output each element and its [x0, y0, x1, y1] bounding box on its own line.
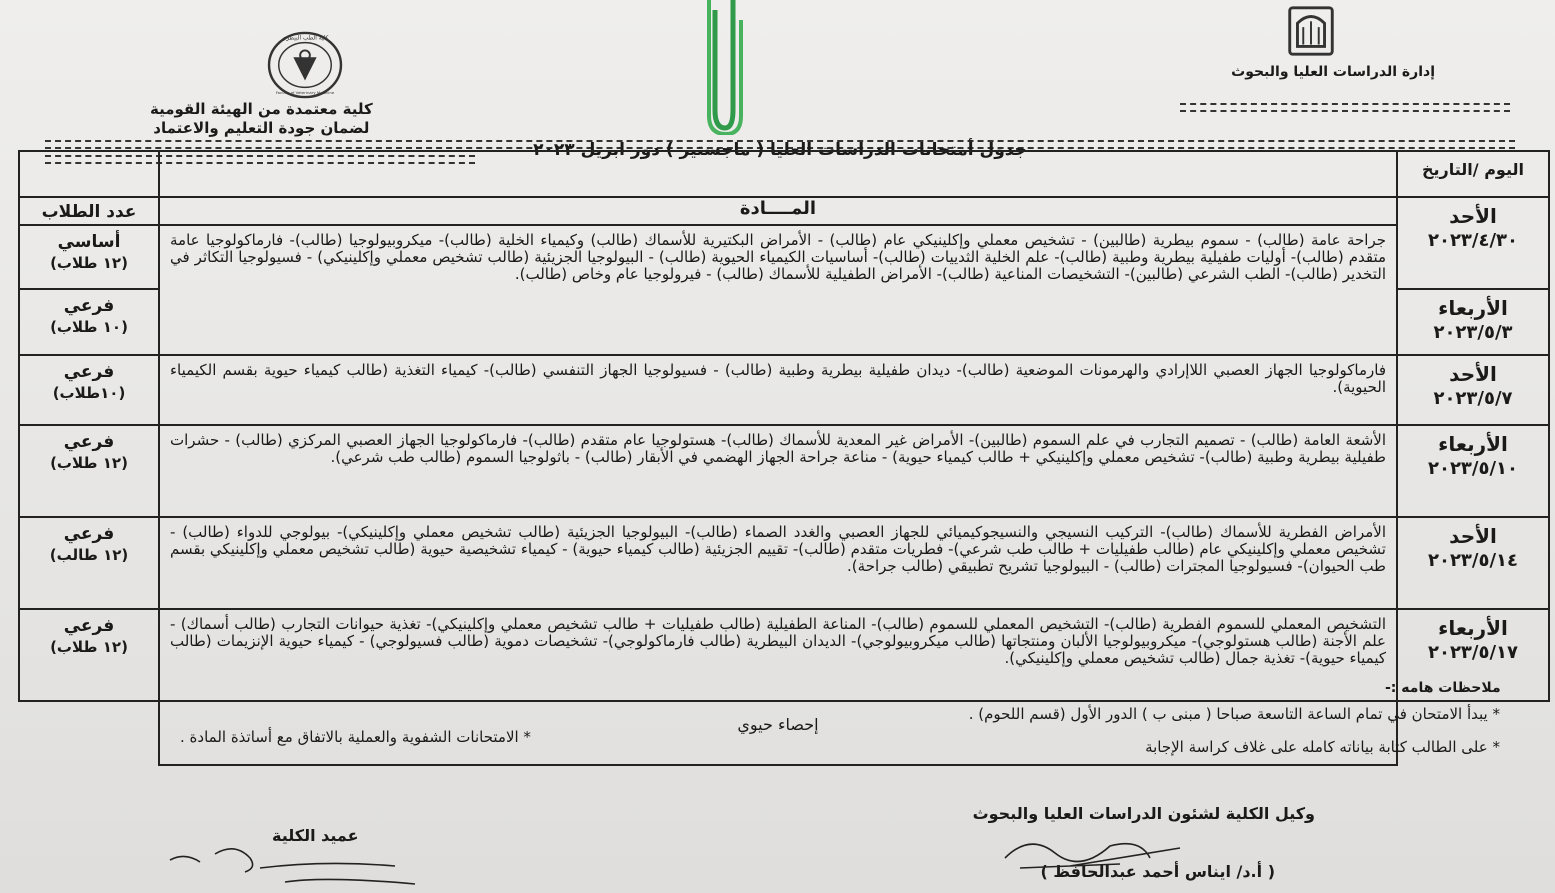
page-title: جدول أمتحانات الدراسات العليا ( ماجستير ) دور ابريل ٢٠٢٣: [533, 140, 1027, 160]
day-date: ٢٠٢٣/٤/٣٠: [1427, 230, 1519, 251]
count-cell: [19, 425, 159, 517]
count-type: فرعي: [63, 296, 115, 316]
header-count-spacer: [19, 151, 159, 197]
day-name: الأحد: [1449, 362, 1497, 386]
subject-cell: الأشعة العامة (طالب) - تصميم التجارب في علم السموم (طالبين)- الأمراض غير المعدية للأسماك (طالب)- هستولوجيا عام متقدم (طالب)- فارماكولوجيا الجهاز العصبي المركزي (طالب) - حشرات طفيلية بيطرية وطبية (طالب)- تشخيص معملي وإكلينيكي + طالب كيمياء حيوية) - مناعة جراحة الجهاز الهضمي في الأبقار (طالب) - باثولوجيا السموم (طالب طب شرعي).: [159, 425, 1397, 517]
table-subheader-row: [19, 197, 1549, 225]
subject-cell: التشخيص المعملي للسموم الفطرية (طالب)- التشخيص المعملي للسموم (طالب)- المناعة الطفيلية (طالب طفيليات + طالب تشخيص معملي وإكلينيكي)- تغذية حيوانات التجارب (طالب أسماك) - علم الأجنة (طالب هستولوجي)- ميكروبيولوجيا الألبان ومنتجاتها (طالب ميكروبيولوجي)- الديدان البيطرية (طالب فارماكولوجي)- تشخيصات دموية (طالب فسيولوجي) - كيمياء حيوية الإنزيمات (طالب كيمياء حيوية)- تغذية جمال (طالب تشخيص معملي وإكلينيكي).: [159, 609, 1397, 701]
day-date: ٢٠٢٣/٥/١٤: [1427, 550, 1519, 571]
count-type: فرعي: [63, 362, 115, 382]
count-cell: [19, 517, 159, 609]
day-cell: [1397, 517, 1549, 609]
college-line2: لضمان جودة التعليم والاعتماد: [153, 119, 370, 137]
dean-signature: [165, 838, 425, 890]
day-name: الأربعاء: [1438, 296, 1508, 320]
header-day: اليوم /التاريخ: [1397, 151, 1549, 197]
count-type: أساسي: [57, 232, 121, 252]
count-number: (١٢ طلاب): [50, 454, 128, 472]
day-cell: [1397, 289, 1549, 355]
count-cell-empty: [19, 701, 159, 765]
count-type: فرعي: [63, 432, 115, 452]
subject-cell: الأمراض الفطرية للأسماك (طالب)- التركيب النسيجي والنسيجوكيميائي للجهاز العصبي والغدد الصماء (طالب)- البيولوجيا الجزيئية (طالب تشخيص معملي وإكلينيكي)- بيولوجي للدواء (طالب) - تشخيص معملي وإكلينيكي عام (طالب طفيليات + طالب طب شرعي)- فطريات متقدم (طالب)- تقييم الجزيئية (طالب كيمياء حيوية) - كيمياء تشخيصية حيوية (طالب تشخيص معملي وإكلينيكي بقسم طب الحيوان)- فسيولوجيا المجترات (طالب) - البيولوجيا تشريح تطبيقي (طالب جراحة).: [159, 517, 1397, 609]
count-number: (١٠ طلاب): [50, 318, 128, 336]
day-name: الأربعاء: [1438, 616, 1508, 640]
day-date: ٢٠٢٣/٥/٧: [1433, 388, 1513, 409]
count-cell: [19, 289, 159, 355]
note-3: * الامتحانات الشفوية والعملية بالاتفاق مع أساتذة المادة .: [180, 728, 531, 746]
logo-text-en: Faculty of Veterinary Medicine: [275, 90, 335, 96]
vice-dean-signature: [1000, 828, 1190, 872]
day-name: الأربعاء: [1438, 432, 1508, 456]
count-type: فرعي: [63, 616, 115, 636]
header-count: عدد الطلاب: [19, 197, 159, 225]
header-subject-spacer: [159, 151, 1397, 197]
college-logo-icon: [266, 30, 344, 100]
count-number: (١٢ طلاب): [50, 638, 128, 656]
note-2: * على الطالب كتابة بياناته كامله على غلاف كراسة الإجابة: [1145, 738, 1500, 756]
college-line1: كلية معتمدة من الهيئة القومية: [150, 100, 373, 118]
notes-heading: ملاحظات هامه :-: [1385, 680, 1501, 696]
dean-title: عميد الكلية: [272, 826, 359, 845]
subject-cell: جراحة عامة (طالب) - سموم بيطرية (طالبين) - تشخيص معملي وإكلينيكي عام (طالب) - الأمراض البكتيرية للأسماك (طالب) وكيمياء الخلية (طالب)- ميكروبيولوجيا (طالب)- فارماكولوجيا عامة متقدم (طالب)- أوليات طفيلية بيطرية وطبية (طالب)- علم الخلية الثدييات (طالب)- أساسيات الكيمياء الحيوية (طالب) - البيولوجيا الجزيئية (طالب تشخيص معملي وإكلينيكي) - فسيولوجيا التكاثر في التخدير (طالب)- الطب الشرعي (طالبين)- التشخيصات المناعية (طالب)- الأمراض الطفيلية للأسماك (طالب) - فيرولوجيا عام وخاص (طالب).: [159, 225, 1397, 355]
table-row: [19, 517, 1549, 609]
day-cell: [1397, 355, 1549, 425]
table-row: [19, 225, 1549, 289]
university-emblem-icon: [1282, 2, 1340, 60]
table-row: [19, 425, 1549, 517]
dept-header: إدارة الدراسات العليا والبحوث: [1231, 64, 1435, 80]
vice-dean-title: وكيل الكلية لشئون الدراسات العليا والبحوث: [972, 804, 1315, 823]
college-accreditation: [150, 100, 373, 138]
day-name: الأحد: [1449, 204, 1497, 228]
count-number: (١٢ طلاب): [50, 254, 128, 272]
day-cell: [1397, 425, 1549, 517]
count-number: (١٢ طالب): [49, 546, 129, 564]
table-row: [19, 609, 1549, 701]
paper-clip-icon: [705, 0, 747, 135]
day-date: ٢٠٢٣/٥/٣: [1433, 322, 1513, 343]
note-1: * يبدأ الامتحان في تمام الساعة التاسعة صباحا ( مبنى ب ) الدور الأول (قسم اللحوم) .: [968, 705, 1500, 723]
count-cell: [19, 609, 159, 701]
logo-text: كلية الطب البيطري: [281, 35, 329, 42]
header-subject: المــــادة: [159, 197, 1397, 225]
exam-schedule-table: [18, 150, 1550, 766]
day-name: الأحد: [1449, 524, 1497, 548]
table-row: [19, 355, 1549, 425]
vice-dean-name: ( أ.د/ ايناس أحمد عبدالحافظ ): [1040, 862, 1275, 881]
day-date: ٢٠٢٣/٥/١٧: [1427, 642, 1519, 663]
subject-text: إحصاء حيوي: [737, 715, 819, 734]
count-cell: [19, 225, 159, 289]
divider-top-right: [1180, 103, 1510, 112]
day-date: ٢٠٢٣/٥/١٠: [1427, 458, 1519, 479]
subject-cell: فارماكولوجيا الجهاز العصبي اللاإرادي والهرمونات الموضعية (طالب)- ديدان طفيلية بيطرية وطبية (طالب) - فسيولوجيا الجهاز التنفسي (طالب)- كيمياء التغذية (طالب كيمياء حيوية بقسم الكيمياء الحيوية).: [159, 355, 1397, 425]
count-number: (١٠طلاب): [52, 384, 126, 402]
day-cell: [1397, 197, 1549, 289]
table-header-row: [19, 151, 1549, 197]
count-type: فرعي: [63, 524, 115, 544]
count-cell: [19, 355, 159, 425]
